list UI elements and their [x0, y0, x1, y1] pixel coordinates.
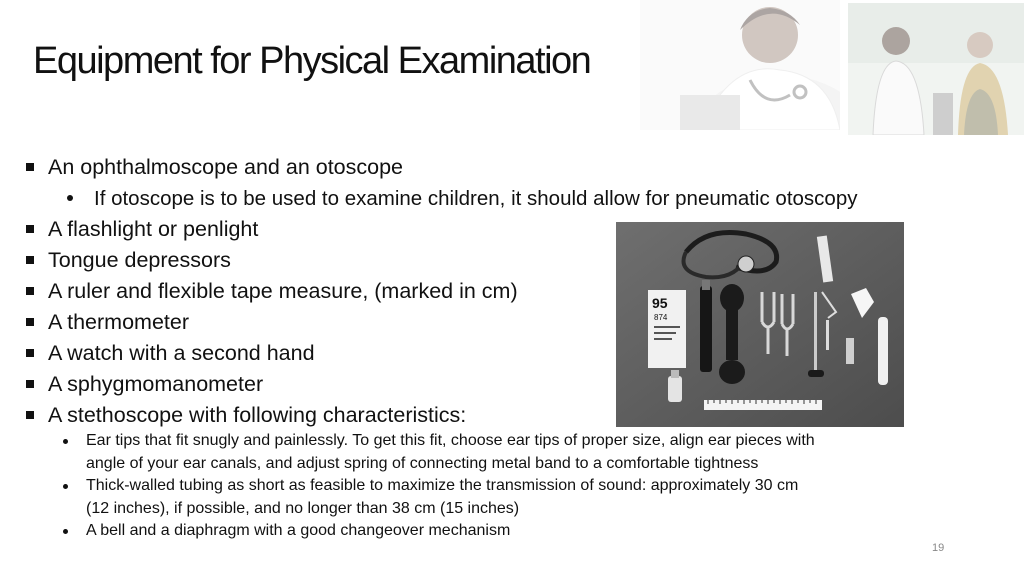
otoscope-sub-list [60, 183, 858, 214]
doctor-photo [640, 0, 840, 130]
page-number: 19 [932, 542, 945, 554]
list-item: Ear tips that fit snugly and painlessly. To get this fit, choose ear tips of proper size, align ear pieces with angle of your ear canals, and adjust spring of connecting metal band to a comfortable tightness [60, 430, 990, 475]
eye-chart-number: 95 [652, 295, 668, 311]
list-item: A stethoscope with following characteristics: [26, 400, 518, 431]
list-item: A bell and a diaphragm with a good changeover mechanism [60, 520, 990, 543]
list-item: Thick-walled tubing as short as feasible to maximize the transmission of sound: approximately 30 cm (12 inches), if possible, and no longer than 38 cm (15 inches) [60, 475, 990, 520]
slide-title: Equipment for Physical Examination [33, 40, 591, 82]
list-item: If otoscope is to be used to examine children, it should allow for pneumatic otoscopy [60, 183, 858, 214]
stethoscope-characteristics-list [60, 430, 990, 543]
list-item: A ruler and flexible tape measure, (marked in cm) [26, 276, 518, 307]
equipment-photo [616, 222, 904, 427]
list-item: An ophthalmoscope and an otoscope [26, 152, 403, 183]
equipment-list-top [26, 152, 403, 183]
eye-chart-small-number: 874 [654, 313, 668, 322]
list-item: A watch with a second hand [26, 338, 518, 369]
list-item: A flashlight or penlight [26, 214, 518, 245]
list-item: Tongue depressors [26, 245, 518, 276]
consultation-photo [848, 3, 1024, 135]
list-item: A thermometer [26, 307, 518, 338]
list-item: A sphygmomanometer [26, 369, 518, 400]
equipment-list [26, 214, 518, 431]
